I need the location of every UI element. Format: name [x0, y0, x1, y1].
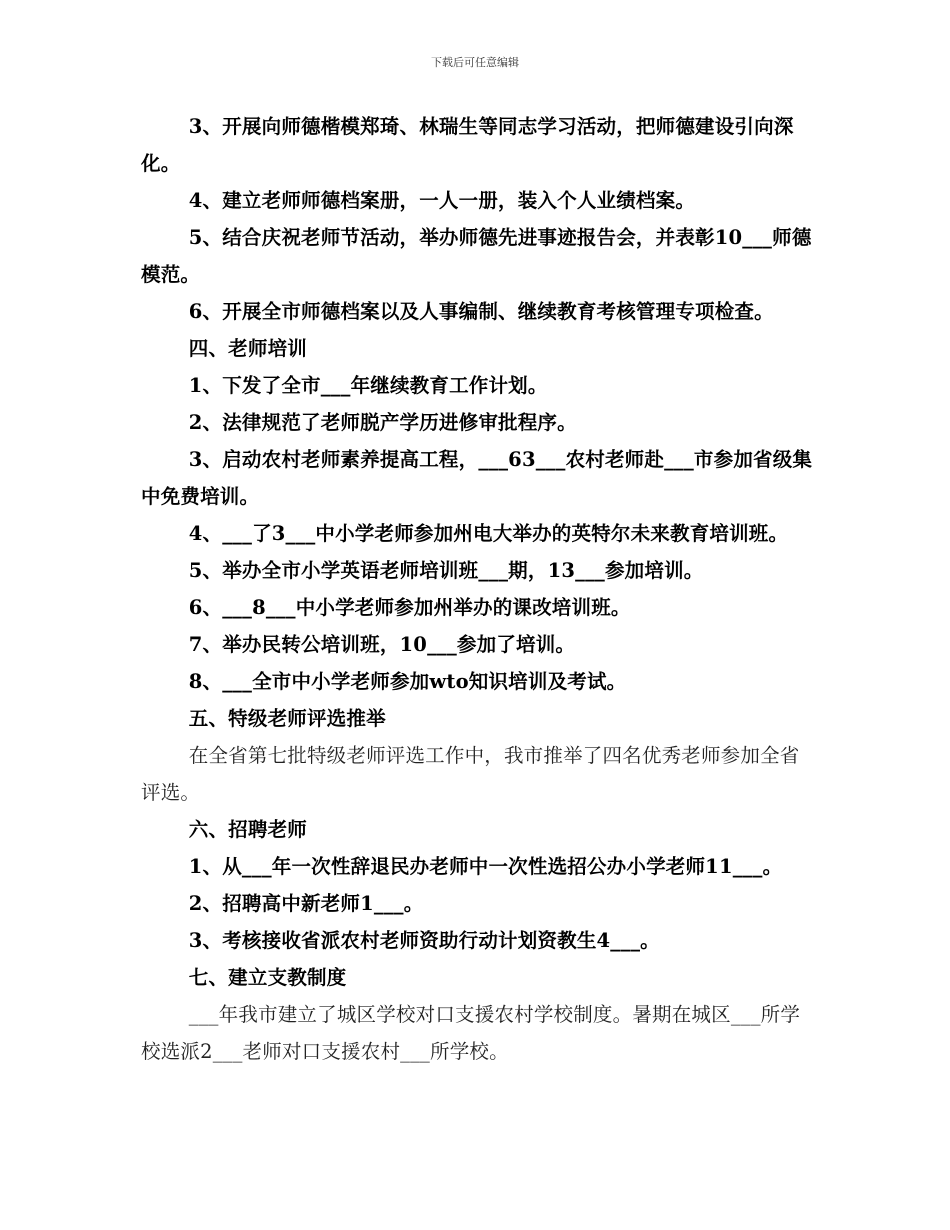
- paragraph: 2、法律规范了老师脱产学历进修审批程序。: [188, 411, 577, 434]
- page-header: 下载后可任意编辑: [431, 56, 519, 69]
- document-body: [141, 108, 813, 1070]
- section-heading: 四、老师培训: [188, 337, 307, 360]
- section-heading: 五、特级老师评选推举: [188, 707, 386, 730]
- paragraph: 1、从___年一次性辞退民办老师中一次性选招公办小学老师11___。: [188, 855, 783, 878]
- paragraph: 5、结合庆祝老师节活动，举办师德先进事迹报告会，并表彰10___师德模范。: [141, 226, 812, 286]
- paragraph: 6、开展全市师德档案以及人事编制、继续教育考核管理专项检查。: [188, 300, 774, 323]
- section-heading: 六、招聘老师: [188, 818, 307, 841]
- paragraph: 4、___了3___中小学老师参加州电大举办的英特尔未来教育培训班。: [188, 522, 789, 545]
- paragraph: 8、___全市中小学老师参加wto知识培训及考试。: [188, 670, 627, 693]
- paragraph: 4、建立老师师德档案册，一人一册，装入个人业绩档案。: [188, 189, 696, 212]
- paragraph: 3、启动农村老师素养提高工程，___63___农村老师赴___市参加省级集中免费培训。: [141, 448, 813, 508]
- paragraph: 5、举办全市小学英语老师培训班___期，13___参加培训。: [188, 559, 704, 582]
- paragraph: 2、招聘高中新老师1___。: [188, 892, 424, 915]
- paragraph: 3、开展向师德楷模郑琦、林瑞生等同志学习活动，把师德建设引向深化。: [141, 115, 794, 175]
- section-heading: 七、建立支教制度: [188, 966, 347, 989]
- paragraph: 1、下发了全市___年继续教育工作计划。: [188, 374, 548, 397]
- paragraph: 6、___8___中小学老师参加州举办的课改培训班。: [188, 596, 631, 619]
- paragraph: ___年我市建立了城区学校对口支援农村学校制度。暑期在城区___所学校选派2___老师对口支援农村___所学校。: [141, 1003, 801, 1063]
- paragraph: 3、考核接收省派农村老师资助行动计划资教生4___。: [188, 929, 660, 952]
- paragraph: 在全省第七批特级老师评选工作中，我市推举了四名优秀老师参加全省评选。: [141, 744, 800, 804]
- paragraph: 7、举办民转公培训班，10___参加了培训。: [188, 633, 576, 656]
